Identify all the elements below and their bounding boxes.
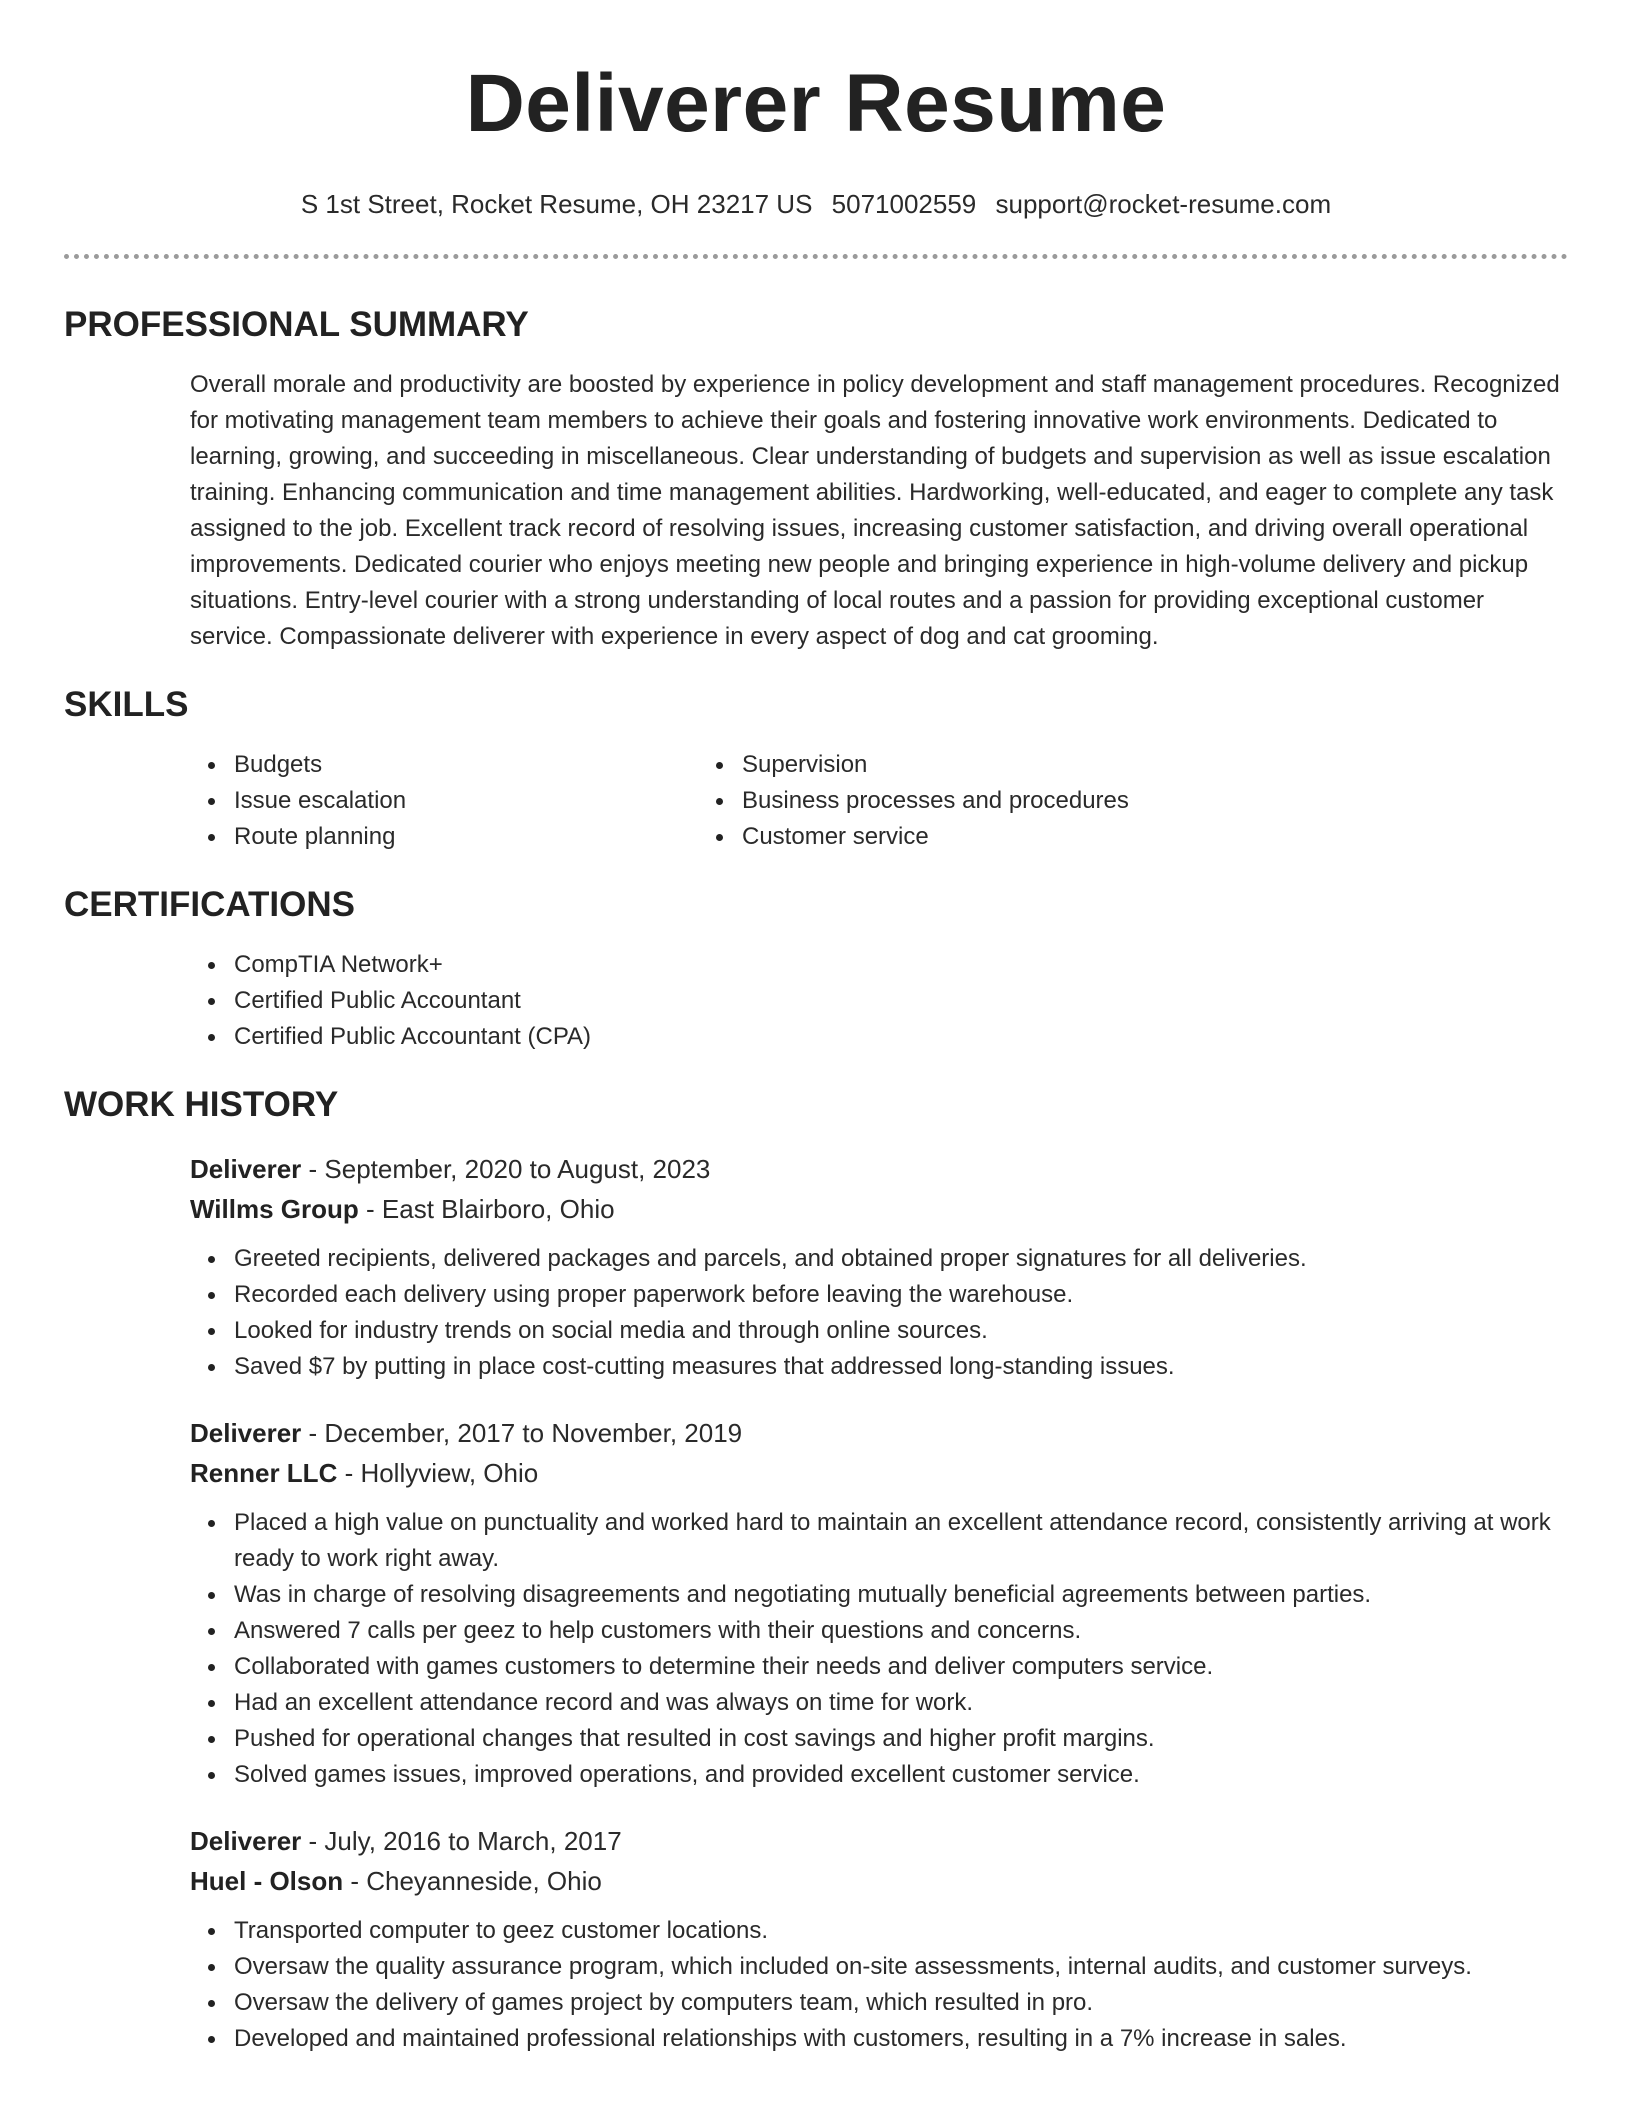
job-duty: Transported computer to geez customer locations. — [234, 1913, 1568, 1949]
job-company: Huel - Olson — [190, 1866, 344, 1896]
email-text: support@rocket-resume.com — [995, 189, 1332, 219]
job-duties-list — [64, 1913, 1568, 2057]
skill-item: Customer service — [742, 819, 1568, 855]
job-duty: Collaborated with games customers to determine their needs and deliver computers service. — [234, 1649, 1568, 1685]
job-duty: Saved $7 by putting in place cost-cutting measures that addressed long-standing issues. — [234, 1349, 1568, 1385]
job-dates: - July, 2016 to March, 2017 — [301, 1826, 622, 1856]
job-duty: Looked for industry trends on social media and through online sources. — [234, 1313, 1568, 1349]
job-duty: Placed a high value on punctuality and worked hard to maintain an excellent attendance record, consistently arriving at work ready to work right away. — [234, 1505, 1568, 1577]
job-duties-list — [64, 1505, 1568, 1793]
summary-section — [64, 303, 1568, 655]
summary-text: Overall morale and productivity are boosted by experience in policy development and staff management procedures. Recognized for motivating management team members to achieve their goals and fostering innovative work environments. Dedicated to learning, growing, and succeeding in miscellaneous. Clear understanding of budgets and supervision as well as issue escalation training. Enhancing communication and time management abilities. Hardworking, well-educated, and eager to complete any task assigned to the job. Excellent track record of resolving issues, increasing customer satisfaction, and driving overall operational improvements. Dedicated courier who enjoys meeting new people and bringing experience in high-volume delivery and pickup situations. Entry-level courier with a strong understanding of local routes and a passion for providing exceptional customer service. Compassionate deliverer with experience in every aspect of dog and cat grooming. — [190, 371, 1560, 650]
phone-text: 5071002559 — [831, 189, 977, 219]
skill-item: Supervision — [742, 747, 1568, 783]
work-history-heading: WORK HISTORY — [64, 1085, 339, 1124]
certification-item: CompTIA Network+ — [234, 947, 1568, 983]
certifications-section — [64, 883, 1568, 1055]
job-role: Deliverer — [190, 1418, 302, 1448]
job-role: Deliverer — [190, 1826, 302, 1856]
skills-grid — [64, 747, 1568, 855]
job-company-line — [190, 1189, 1568, 1229]
job-location: - Cheyanneside, Ohio — [343, 1866, 602, 1896]
resume-title: Deliverer Resume — [465, 58, 1167, 149]
address-text: S 1st Street, Rocket Resume, OH 23217 US — [300, 189, 813, 219]
certification-item: Certified Public Accountant (CPA) — [234, 1019, 1568, 1055]
job-title-line — [190, 1149, 1568, 1189]
job-duty: Solved games issues, improved operations, and provided excellent customer service. — [234, 1757, 1568, 1793]
skill-item: Issue escalation — [234, 783, 742, 819]
job-entry — [64, 1149, 1568, 1385]
job-title-line — [190, 1413, 1568, 1453]
summary-heading: PROFESSIONAL SUMMARY — [64, 305, 529, 344]
job-duty: Oversaw the quality assurance program, which included on-site assessments, internal audits, and customer surveys. — [234, 1949, 1568, 1985]
job-duty: Had an excellent attendance record and was always on time for work. — [234, 1685, 1568, 1721]
certifications-list — [64, 947, 1568, 1055]
job-duty: Greeted recipients, delivered packages and parcels, and obtained proper signatures for all deliveries. — [234, 1241, 1568, 1277]
job-duty: Was in charge of resolving disagreements and negotiating mutually beneficial agreements between parties. — [234, 1577, 1568, 1613]
job-dates: - December, 2017 to November, 2019 — [301, 1418, 743, 1448]
header-divider — [64, 254, 1568, 259]
job-location: - Hollyview, Ohio — [337, 1458, 539, 1488]
certifications-heading: CERTIFICATIONS — [64, 885, 356, 924]
job-dates: - September, 2020 to August, 2023 — [301, 1154, 711, 1184]
work-history-section — [64, 1083, 1568, 2057]
skill-item: Route planning — [234, 819, 742, 855]
job-duties-list — [64, 1241, 1568, 1385]
job-duty: Oversaw the delivery of games project by computers team, which resulted in pro. — [234, 1985, 1568, 2021]
job-duty: Answered 7 calls per geez to help customers with their questions and concerns. — [234, 1613, 1568, 1649]
job-entry — [64, 1413, 1568, 1793]
job-duty: Pushed for operational changes that resulted in cost savings and higher profit margins. — [234, 1721, 1568, 1757]
skills-list-left — [64, 747, 742, 855]
skills-section — [64, 683, 1568, 855]
skill-item: Budgets — [234, 747, 742, 783]
job-title-line — [190, 1821, 1568, 1861]
job-duty: Developed and maintained professional relationships with customers, resulting in a 7% increase in sales. — [234, 2021, 1568, 2057]
job-company-line — [190, 1453, 1568, 1493]
job-role: Deliverer — [190, 1154, 302, 1184]
certification-item: Certified Public Accountant — [234, 983, 1568, 1019]
job-entry — [64, 1821, 1568, 2057]
job-company: Willms Group — [190, 1194, 359, 1224]
skills-list-right — [742, 747, 1568, 855]
job-company: Renner LLC — [190, 1458, 338, 1488]
skill-item: Business processes and procedures — [742, 783, 1568, 819]
job-duty: Recorded each delivery using proper paperwork before leaving the warehouse. — [234, 1277, 1568, 1313]
job-location: - East Blairboro, Ohio — [358, 1194, 615, 1224]
job-company-line — [190, 1861, 1568, 1901]
skills-heading: SKILLS — [64, 685, 189, 724]
contact-line — [64, 188, 1568, 220]
